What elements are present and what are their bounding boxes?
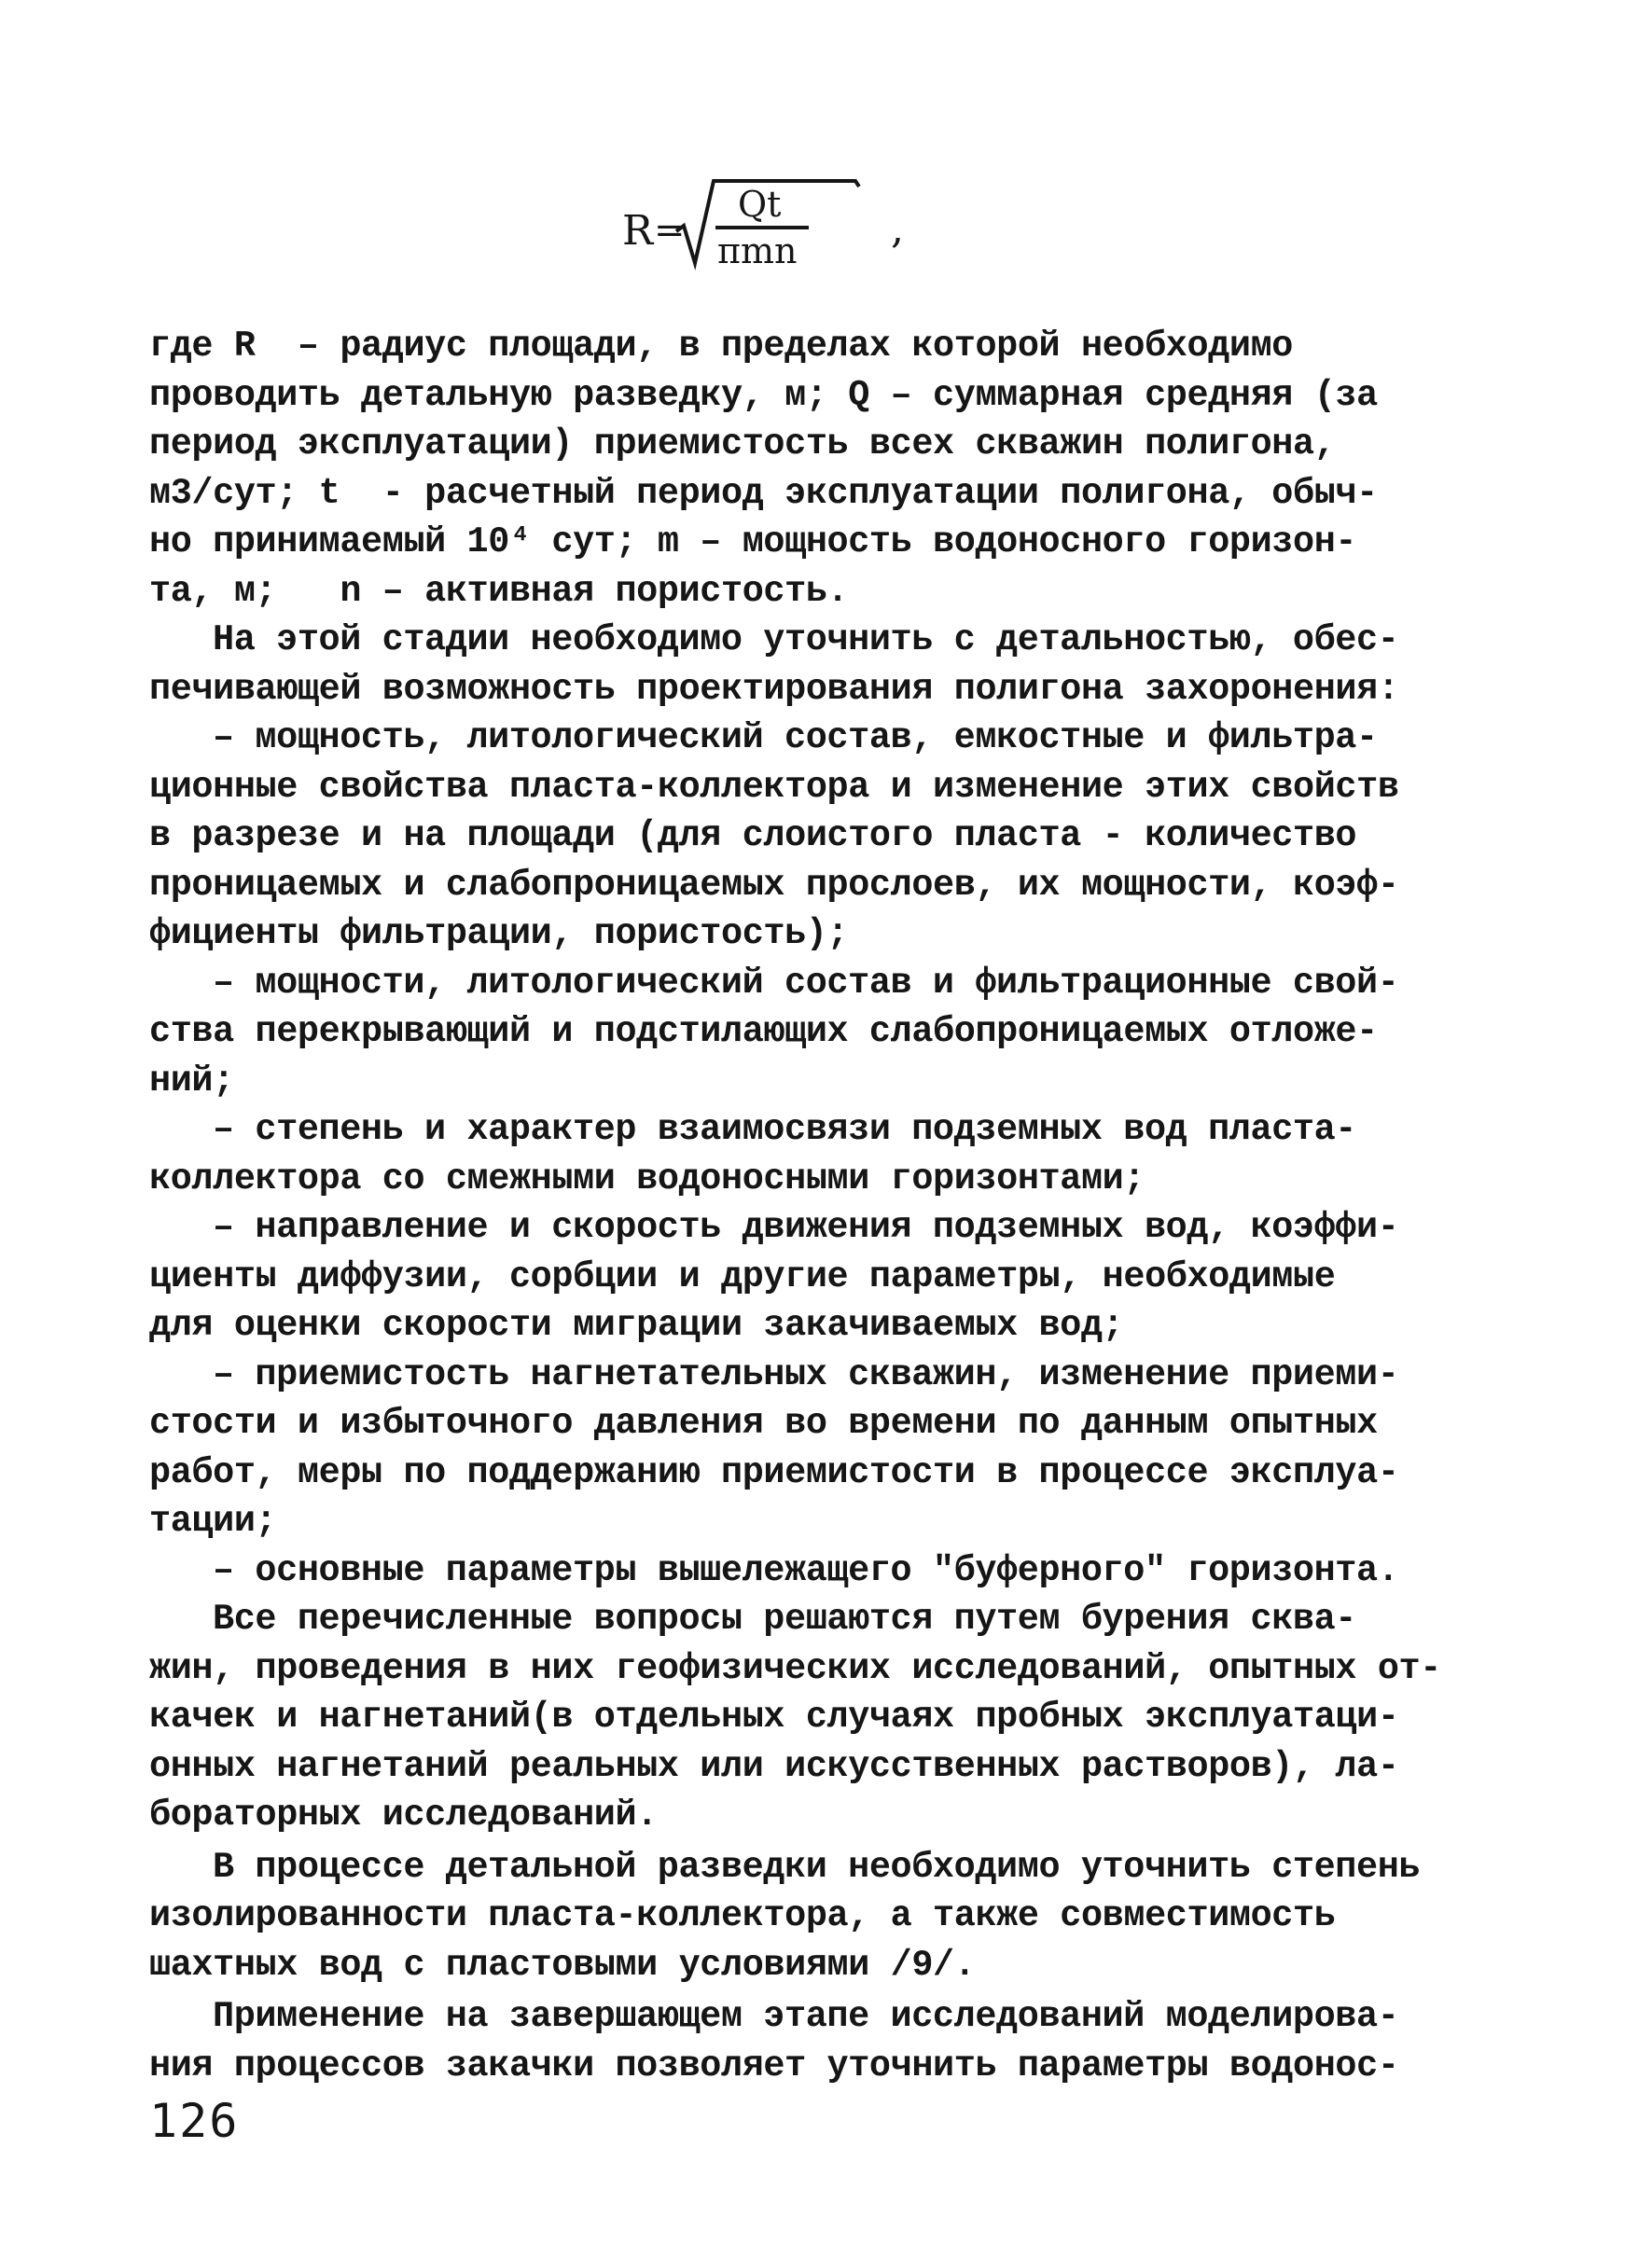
body-text [149, 322, 1511, 2090]
text-line: ства перекрывающий и подстилающих слабопроницаемых отложе- [149, 1011, 1378, 1052]
text-line: период эксплуатации) приемистость всех скважин полигона, [149, 423, 1336, 464]
text-line: ния процессов закачки позволяет уточнить параметры водонос- [149, 2044, 1399, 2086]
formula-equals: = [654, 209, 686, 252]
text-line: коллектора со смежными водоносными горизонтами; [149, 1157, 1145, 1199]
text-line: циенты диффузии, сорбции и другие параметры, необходимые [149, 1255, 1336, 1297]
text-line: ний; [149, 1060, 234, 1102]
text-line: где R – радиус площади, в пределах которой необходимо [149, 326, 1294, 367]
text-line: тации; [149, 1501, 277, 1542]
text-line: стости и избыточного давления во времени по данным опытных [149, 1403, 1378, 1444]
text-line: та, м; n – активная пористость. [149, 570, 849, 612]
formula-denominator: πmn [717, 230, 798, 271]
text-line: – приемистость нагнетательных скважин, изменение приеми- [213, 1353, 1399, 1395]
formula-numerator: Qt [738, 184, 782, 225]
text-line: жин, проведения в них геофизических исследований, опытных от- [149, 1647, 1441, 1689]
text-line: На этой стадии необходимо уточнить с детальностью, обес- [213, 619, 1399, 660]
text-line: в разрезе и на площади (для слоистого пласта - количество [149, 815, 1357, 856]
text-line: фициенты фильтрации, пористость); [149, 913, 849, 954]
text-line: – направление и скорость движения подземных вод, коэффи- [213, 1207, 1399, 1248]
text-line: шахтных вод с пластовыми условиями /9/. [149, 1944, 976, 1986]
text-line: работ, меры по поддержанию приемистости в процессе эксплуа- [149, 1451, 1399, 1493]
text-line: бораторных исследований. [149, 1795, 658, 1836]
formula-lhs: R [622, 207, 654, 255]
formula-graphic [620, 159, 937, 280]
text-line: но принимаемый 10⁴ сут; m – мощность водоносного горизон- [149, 521, 1357, 562]
radius-formula [620, 159, 937, 280]
text-line: Применение на завершающем этапе исследований моделирова- [213, 1996, 1399, 2037]
text-line: проницаемых и слабопроницаемых прослоев, их мощности, коэф- [149, 864, 1399, 906]
text-line: ционные свойства пласта-коллектора и изменение этих свойств [149, 766, 1399, 808]
text-line: – степень и характер взаимосвязи подземных вод пласта- [213, 1109, 1357, 1150]
text-line: онных нагнетаний реальных или искусственных растворов), ла- [149, 1745, 1399, 1787]
text-line: качек и нагнетаний(в отдельных случаях пробных эксплуатаци- [149, 1697, 1399, 1738]
text-line: В процессе детальной разведки необходимо уточнить степень [213, 1846, 1421, 1888]
text-line: для оценки скорости миграции закачиваемых вод; [149, 1305, 1124, 1346]
formula-comma: , [891, 205, 904, 253]
page-number: 126 [149, 2094, 240, 2148]
text-line: проводить детальную разведку, м; Q – суммарная средняя (за [149, 374, 1378, 416]
text-line: изолированности пласта-коллектора, а также совместимость [149, 1895, 1336, 1936]
text-line: – основные параметры вышележащего "буферного" горизонта. [213, 1549, 1399, 1591]
text-line: м3/сут; t - расчетный период эксплуатации полигона, обыч- [149, 472, 1378, 514]
text-line: Все перечисленные вопросы решаются путем бурения сква- [213, 1599, 1357, 1640]
text-line: – мощность, литологический состав, емкостные и фильтра- [213, 717, 1378, 758]
text-line: печивающей возможность проектирования полигона захоронения: [149, 668, 1399, 710]
text-line: – мощности, литологический состав и фильтрационные свой- [213, 962, 1399, 1004]
